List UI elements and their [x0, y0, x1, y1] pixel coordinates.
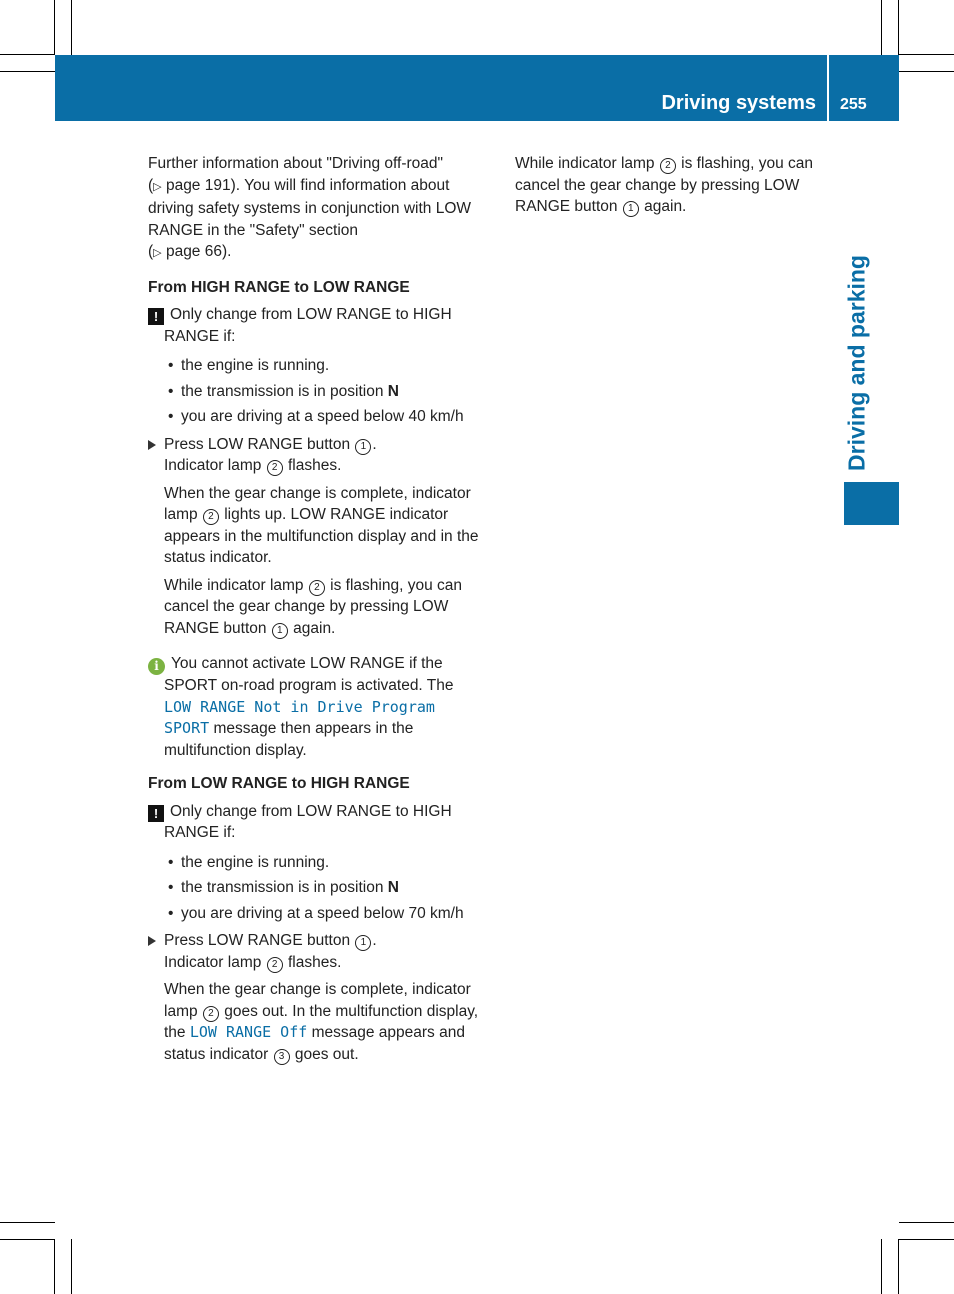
warning-icon: ! — [148, 805, 164, 822]
intro-paragraph: Further information about "Driving off-road" (▷ page 191). You will find information about driving safety systems in conjunction with LOW RANGE in the "Safety" section (▷ page 66). — [148, 155, 472, 260]
result-paragraph: When the gear change is complete, indicator lamp 2 lights up. LOW RANGE indicator appears in the multifunction display and in the status indicator. — [164, 484, 479, 566]
crop-mark — [0, 71, 55, 72]
display-message: LOW RANGE Off — [189, 1023, 308, 1041]
step-arrow-icon — [148, 936, 156, 946]
callout-1-icon: 1 — [623, 201, 639, 217]
chapter-tab — [842, 255, 872, 470]
crop-mark — [881, 1239, 882, 1294]
list-item: • you are driving at a speed below 40 km/h — [168, 406, 483, 428]
left-column — [148, 153, 483, 1065]
crop-mark — [54, 1239, 55, 1294]
instruction-step: Press LOW RANGE button 1 . Indicator lamp 2 flashes. — [148, 930, 483, 973]
display-message: LOW RANGE Not in Drive Program SPORT — [164, 697, 435, 737]
crop-mark — [881, 0, 882, 55]
callout-1-icon: 1 — [355, 439, 371, 455]
crop-mark — [898, 0, 899, 55]
crop-mark — [71, 1239, 72, 1294]
step-arrow-icon — [148, 440, 156, 450]
warning-note: ! Only change from LOW RANGE to HIGH RANGE if: — [148, 304, 483, 347]
condition-list — [148, 355, 483, 428]
warning-icon: ! — [148, 308, 164, 325]
instruction-step: Press LOW RANGE button 1 . Indicator lamp 2 flashes. — [148, 434, 483, 477]
crop-mark — [899, 71, 954, 72]
cancel-paragraph: While indicator lamp 2 is flashing, you can cancel the gear change by pressing LOW RANGE button 1 again. — [164, 576, 462, 637]
list-item: • the transmission is in position N — [168, 381, 483, 403]
section-heading: From LOW RANGE to HIGH RANGE — [148, 775, 410, 792]
header-divider — [827, 55, 829, 121]
callout-2-icon: 2 — [660, 158, 676, 174]
page-number: 255 — [840, 96, 867, 113]
list-item: • you are driving at a speed below 70 km/h — [168, 903, 483, 925]
crop-mark — [898, 1239, 899, 1294]
list-item: • the transmission is in position N — [168, 877, 483, 899]
chapter-tab-label: Driving and parking — [843, 254, 870, 471]
page-ref-arrow-icon: ▷ — [153, 180, 162, 193]
crop-mark — [0, 1222, 55, 1223]
info-icon: i — [148, 658, 165, 675]
crop-mark — [899, 54, 954, 55]
crop-mark — [0, 1239, 55, 1240]
warning-note: ! Only change from LOW RANGE to HIGH RANGE if: — [148, 801, 483, 844]
list-item: • the engine is running. — [168, 852, 483, 874]
cancel-paragraph: While indicator lamp 2 is flashing, you can cancel the gear change by pressing LOW RANGE button 1 again. — [515, 155, 813, 215]
callout-2-icon: 2 — [203, 509, 219, 525]
page-ref-arrow-icon: ▷ — [153, 247, 162, 259]
crop-mark — [899, 1239, 954, 1240]
callout-2-icon: 2 — [309, 580, 325, 596]
callout-1-icon: 1 — [272, 623, 288, 639]
section-heading: From HIGH RANGE to LOW RANGE — [148, 278, 410, 296]
chapter-tab-marker — [844, 482, 899, 525]
callout-2-icon: 2 — [267, 957, 283, 973]
list-item: • the engine is running. — [168, 355, 483, 377]
section-title: Driving systems — [661, 92, 816, 114]
callout-2-icon: 2 — [203, 1006, 219, 1022]
callout-3-icon: 3 — [274, 1049, 290, 1065]
crop-mark — [54, 0, 55, 55]
right-column — [515, 153, 840, 218]
callout-1-icon: 1 — [355, 935, 371, 951]
crop-mark — [899, 1222, 954, 1223]
result-paragraph: When the gear change is complete, indicator lamp 2 goes out. In the multifunction display, the LOW RANGE Off message appears and status indicator 3 goes out. — [164, 981, 479, 1063]
crop-mark — [71, 0, 72, 55]
callout-2-icon: 2 — [267, 460, 283, 476]
condition-list — [148, 852, 483, 925]
info-note: i You cannot activate LOW RANGE if the SPORT on-road program is activated. The LOW RANGE Not in Drive Program SPORT message then appears in the multifunction display. — [148, 653, 483, 761]
crop-mark — [0, 54, 55, 55]
